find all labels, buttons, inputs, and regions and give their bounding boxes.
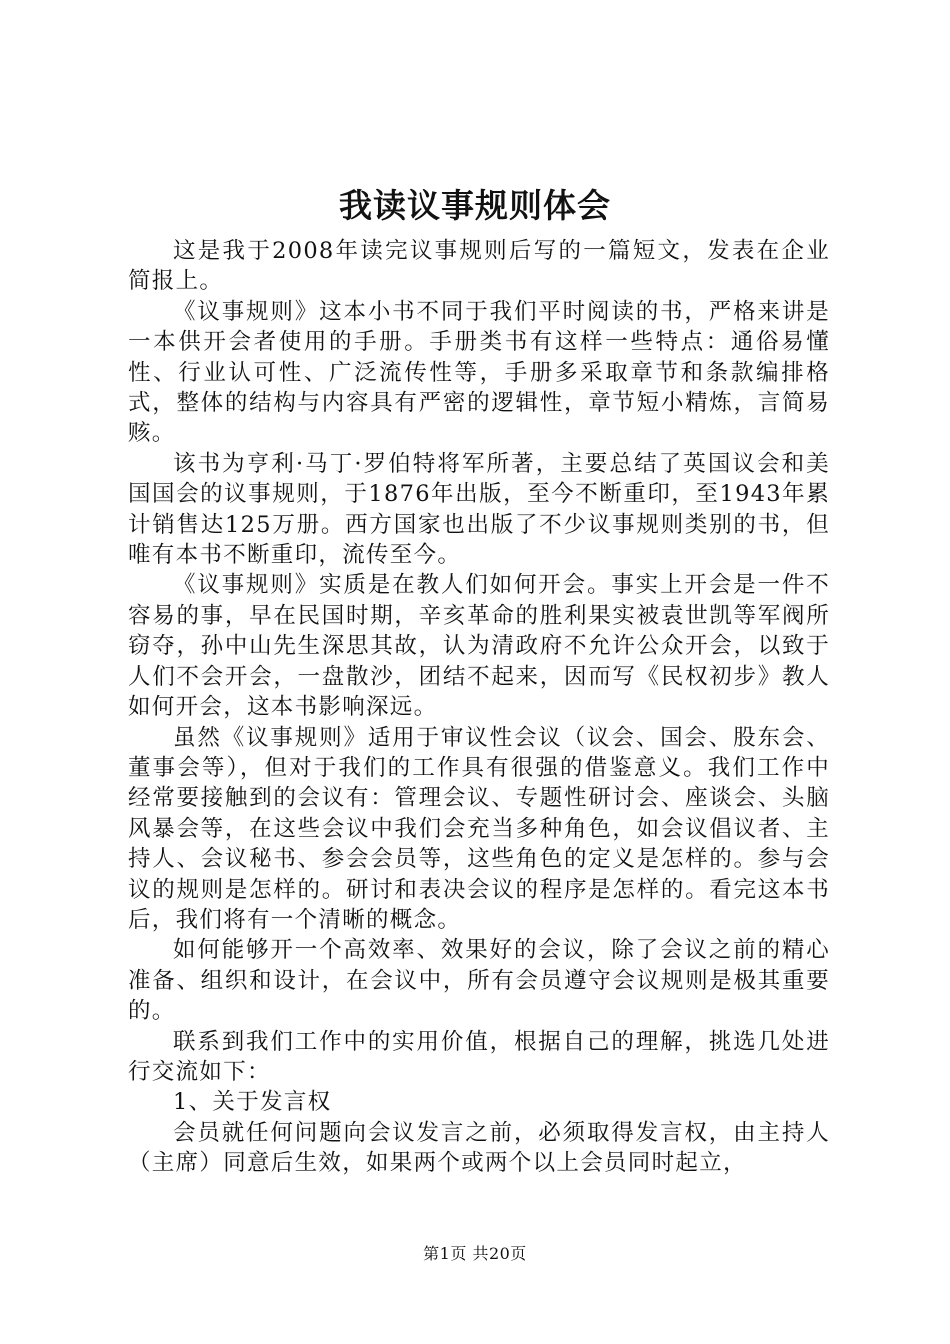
paragraph-meeting-history: 《议事规则》实质是在教人们如何开会。事实上开会是一件不容易的事，早在民国时期，辛亥革命的胜利果实被袁世凯等军阀所窃夺，孙中山先生深思其故，认为清政府不允许公众开会，以致于人们不会开会，一盘散沙，团结不起来，因而写《民权初步》教人如何开会，这本书影响深远。 xyxy=(128,572,830,721)
paragraph-speaking-right: 会员就任何问题向会议发言之前，必须取得发言权，由主持人（主席）同意后生效，如果两个或两个以上会员同时起立， xyxy=(128,1119,830,1177)
page-footer: 第1页 共20页 xyxy=(423,1244,527,1263)
paragraph-author: 该书为亨利·马丁·罗伯特将军所著，主要总结了英国议会和美国国会的议事规则，于1876年出版，至今不断重印，至1943年累计销售达125万册。西方国家也出版了不少议事规则类别的书，但唯有本书不断重印，流传至今。 xyxy=(128,450,830,569)
document-title: 我读议事规则体会 xyxy=(339,186,611,225)
document-body xyxy=(128,236,830,1179)
paragraph-practical-value: 联系到我们工作中的实用价值，根据自己的理解，挑选几处进行交流如下： xyxy=(128,1028,830,1085)
paragraph-applicability: 虽然《议事规则》适用于审议性会议（议会、国会、股东会、董事会等），但对于我们的工作具有很强的借鉴意义。我们工作中经常要接触到的会议有：管理会议、专题性研讨会、座谈会、头脑风暴会等，在这些会议中我们会充当多种角色，如会议倡议者、主持人、会议秘书、参会会员等，这些角色的定义是怎样的。参与会议的规则是怎样的。研讨和表决会议的程序是怎样的。看完这本书后，我们将有一个清晰的概念。 xyxy=(128,724,830,933)
paragraph-handbook: 《议事规则》这本小书不同于我们平时阅读的书，严格来讲是一本供开会者使用的手册。手册类书有这样一些特点：通俗易懂性、行业认可性、广泛流传性等，手册多采取章节和条款编排格式，整体的结构与内容具有严密的逻辑性，章节短小精炼，言简易赅。 xyxy=(128,298,830,447)
paragraph-efficiency: 如何能够开一个高效率、效果好的会议，除了会议之前的精心准备、组织和设计，在会议中，所有会员遵守会议规则是极其重要的。 xyxy=(128,937,830,1025)
paragraph-intro: 这是我于2008年读完议事规则后写的一篇短文，发表在企业简报上。 xyxy=(128,238,830,295)
section-heading-speaking-right: 1、关于发言权 xyxy=(173,1089,332,1116)
